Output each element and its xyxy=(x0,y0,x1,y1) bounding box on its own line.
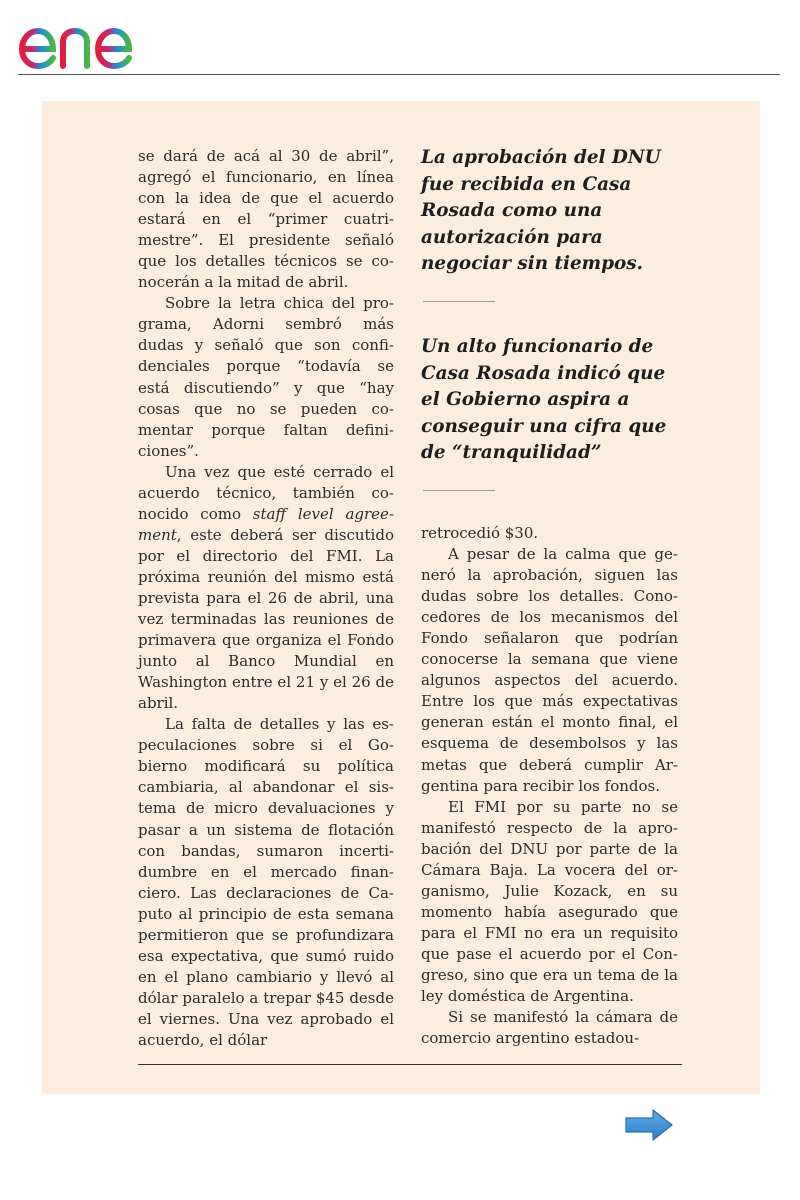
paragraph: Una vez que esté cerrado el acuerdo técnico, también conocido como staff level agreement, este deberá ser discutido por el directorio del FMI. La próxima reunión del mismo está prevista para el 26 de abril, una vez terminadas las reuniones de primavera que organiza el Fondo junto al Banco Mundial en Washington entre el 21 y el 26 de abril. xyxy=(138,462,395,713)
paragraph: A pesar de la calma que generó la aprobación, siguen las dudas sobre los detalles. Conocedores de los mecanismos del Fondo señalaron que podrían conocerse la semana que viene algunos aspectos del acuerdo. Entre los que más expectativas generan están el monto final, el esquema de desembolsos y las metas que deberá cumplir Argentina para recibir los fondos. xyxy=(421,545,678,795)
header-divider xyxy=(18,74,780,75)
italic-phrase: staff level agreement xyxy=(138,504,395,544)
arrow-right-icon[interactable] xyxy=(624,1107,674,1143)
enel-logo xyxy=(16,8,176,70)
pull-quote: La aprobación del DNU fue recibida en Casa Rosada como una autorización para negociar sin tiempos. xyxy=(421,147,661,274)
paragraph: La falta de detalles y las especulaciones sobre si el Gobierno modificará su política cambiaria, al abandonar el sistema de micro devaluaciones y pasar a un sistema de flotación con bandas, sumaron incertidumbre en el mercado financiero. Las declaraciones de Caputo al principio de esta semana permitieron que se profundizara esa expectativa, que sumó ruido en el plano cambiario y llevó al dólar paralelo a trepar $45 desde el viernes. Una vez aprobado el acuerdo, el dólar xyxy=(138,715,394,1049)
article-bottom-rule xyxy=(138,1064,682,1065)
paragraph: Sobre la letra chica del programa, Adorni sembró más dudas y señaló que son confidenciales porque “todavía se está discutiendo” y que “hay cosas que no se pueden comentar porque faltan definiciones”. xyxy=(138,294,394,460)
pull-quote-divider xyxy=(423,490,495,491)
pull-quote: Un alto funcionario de Casa Rosada indicó que el Gobierno aspira a conseguir una cifra que de “tranquilidad” xyxy=(421,336,667,463)
newspaper-clipping xyxy=(42,101,760,1094)
paragraph: Si se manifestó la cámara de comercio argentino estadou- xyxy=(421,1008,678,1048)
right-text-column xyxy=(421,523,678,1049)
paragraph: retrocedió $30. xyxy=(421,524,539,542)
paragraph: El FMI por su parte no se manifestó respecto de la aprobación del DNU por parte de la Cámara Baja. La vocera del organismo, Julie Kozack, en su momento había asegurado que para el FMI no era un requisito que pase el acuerdo por el Congreso, sino que era un tema de la ley doméstica de Argentina. xyxy=(421,797,678,1006)
paragraph: se dará de acá al 30 de abril”, agregó el funcionario, en línea con la idea de que el acuerdo estará en el “primer cuatrimestre”. El presidente señaló que los detalles técnicos se conocerán a la mitad de abril. xyxy=(138,147,394,292)
left-text-column xyxy=(138,146,394,1051)
pull-quote-divider xyxy=(423,301,495,302)
